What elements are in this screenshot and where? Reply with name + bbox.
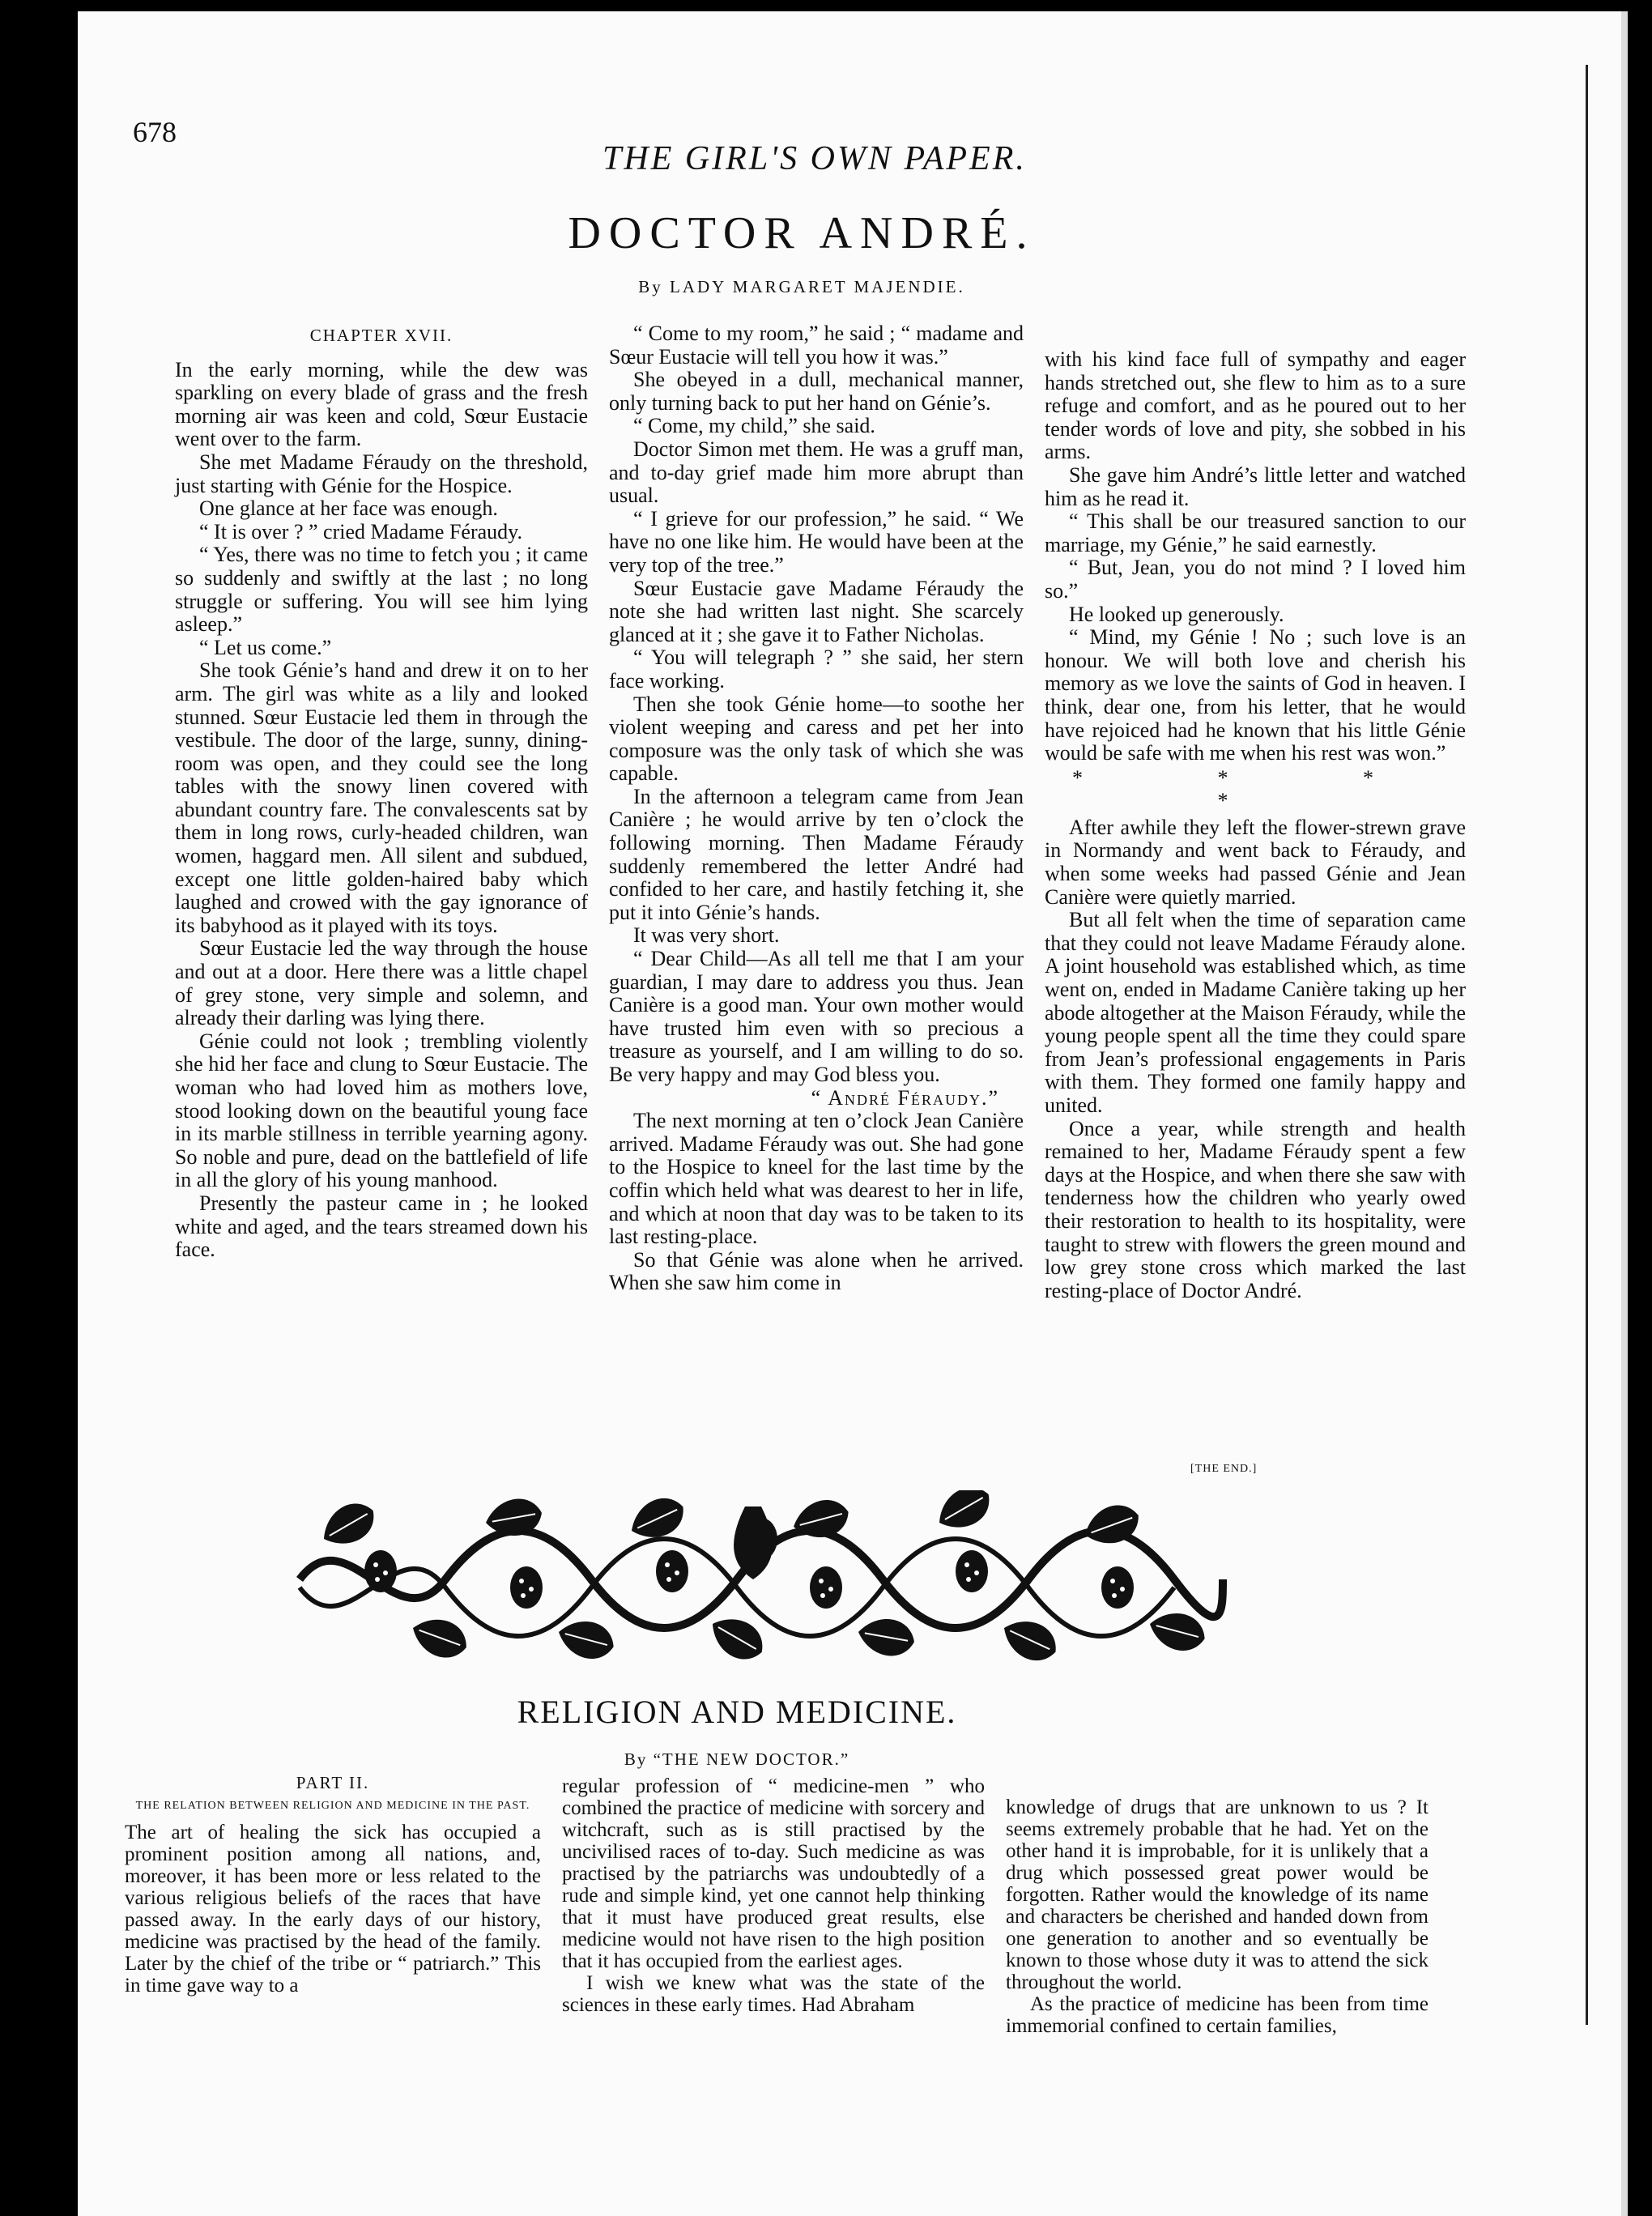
paragraph: I wish we knew what was the state of the sciences in these early times. Had Abraham	[562, 1972, 985, 2016]
paragraph: “ Yes, there was no time to fetch you ; it came so suddenly and swiftly at the last ; no long struggle or suffering. You will see him lying asleep.”	[175, 543, 588, 637]
paragraph: He looked up generously.	[1069, 602, 1284, 626]
paragraph: “ But, Jean, you do not mind ? I loved him so.”	[1045, 556, 1466, 603]
facing-page-edge	[1621, 11, 1628, 2216]
paragraph: One glance at her face was enough.	[199, 496, 498, 521]
paragraph: After awhile they left the flower-strewn grave in Normandy and went back to Féraudy, and when some weeks had passed Génie and Jean Canière were quietly married.	[1045, 815, 1466, 909]
paragraph: knowledge of drugs that are unknown to us ? It seems extremely probable that he had. Yet on the other hand it is improbable, for it is unlikely that a drug which possessed great power would be forgotten. Rather would the knowledge of its name and characters be cherished and handed down from one generation to another and so eventually be known to those whose duty it was to attend the sick throughout the world.	[1006, 1796, 1428, 1993]
paragraph: In the afternoon a telegram came from Jean Canière ; he would arrive by ten o’clock the following morning. Then Madame Féraudy suddenly remembered the letter André had confided to her care, and hastily fetching it, she put it into Génie’s hands.	[609, 784, 1024, 924]
paragraph: Presently the pasteur came in ; he looked white and aged, and the tears streamed down his face.	[175, 1191, 588, 1262]
paragraph: “ Come, my child,” she said.	[633, 414, 875, 438]
article1-column-2	[609, 322, 1024, 1295]
the-end-mark: [THE END.]	[1190, 1463, 1258, 1475]
paragraph: “ I grieve for our profession,” he said. “ We have no one like him. He would have been at the very top of the tree.”	[609, 506, 1024, 577]
chapter-heading: CHAPTER XVII.	[309, 326, 453, 345]
letter-text: “ Dear Child—As all tell me that I am your guardian, I may dare to address you thus. Jean Canière is a good man. Your own mother would have trusted him even with so precious a treasure as yourself, and I am willing to do so. Be very happy and may God bless you.	[609, 947, 1024, 1086]
floral-ornament-band	[292, 1490, 1231, 1665]
paragraph: “ Let us come.”	[199, 635, 332, 659]
paragraph: Once a year, while strength and health remained to her, Madame Féraudy spent a few days at the Hospice, and when there she saw with tenderness how the children who yearly owed their restoration to health to its hospitality, were taught to strew with flowers the green mound and low grey stone cross which marked the last resting-place of Doctor André.	[1045, 1116, 1466, 1302]
paragraph: Doctor Simon met them. He was a gruff man, and to-day grief made him more abrupt than usual.	[609, 437, 1024, 508]
article-byline: By LADY MARGARET MAJENDIE.	[638, 277, 965, 296]
letter-signature: “ André Féraudy.”	[811, 1085, 999, 1110]
article1-column-1	[175, 324, 588, 1262]
paragraph: “ You will telegraph ? ” she said, her stern face working.	[609, 646, 1024, 692]
paragraph: In the early morning, while the dew was sparkling on every blade of grass and the fresh morning air was keen and cold, Sœur Eustacie went over to the farm.	[175, 357, 588, 451]
part-heading: PART II.	[296, 1773, 370, 1792]
paragraph: The art of healing the sick has occupied a prominent position among all nations, and, moreover, it has been more or less related to the various religious beliefs of the races that have passed away. In the early days of our history, medicine was practised by the head of the family. Later by the chief of the tribe or “ patriarch.” This in time gave way to a	[125, 1822, 541, 1997]
paragraph: Sœur Eustacie gave Madame Féraudy the note she had written last night. She scarcely glanced at it ; she gave it to Father Nicholas.	[609, 576, 1024, 646]
paragraph: The next morning at ten o’clock Jean Canière arrived. Madame Féraudy was out. She had gone to the Hospice to kneel for the last time by the coffin which held what was dearest to her in life, and which at noon that day was to be taken to its last resting-place.	[609, 1109, 1024, 1249]
article-title: RELIGION AND MEDICINE.	[517, 1694, 957, 1730]
paragraph: As the practice of medicine has been from time immemorial confined to certain families,	[1006, 1993, 1428, 2037]
article2-column-2	[562, 1775, 985, 2016]
paragraph: Génie could not look ; trembling violently she hid her face and clung to Sœur Eustacie. The woman who had loved him as mothers love, stood looking down on the beautiful young face in its marble stillness in terrible yearning agony. So noble and pure, dead on the battlefield of life in all the glory of his young manhood.	[175, 1029, 588, 1192]
paragraph: So that Génie was alone when he arrived. When she saw him come in	[609, 1247, 1024, 1295]
paragraph: “ Come to my room,” he said ; “ madame and Sœur Eustacie will tell you how it was.”	[609, 322, 1024, 369]
article-title: DOCTOR ANDRÉ.	[568, 208, 1036, 258]
article2-column-3	[1006, 1796, 1428, 2037]
article1-column-3	[1045, 348, 1466, 1302]
paragraph: She gave him André’s little letter and watched him as he read it.	[1045, 462, 1466, 510]
page-number: 678	[133, 116, 177, 148]
paragraph: “ This shall be our treasured sanction to our marriage, my Génie,” he said earnestly.	[1045, 509, 1466, 556]
paragraph: She took Génie’s hand and drew it on to her arm. The girl was white as a lily and looked stunned. Sœur Eustacie led them in through the vestibule. The door of the large, sunny, dining-room was open, and they could see the long tables with the snowy linen covered with abundant country fare. The convalescents sat by them in long rows, curly-headed children, wan women, haggard men. All silent and subdued, except one little golden-haired baby which laughed and crowed with the gay ignorance of its babyhood as it played with its toys.	[175, 658, 588, 937]
paragraph: “ Mind, my Génie ! No ; such love is an honour. We will both love and cherish his memory as we love the saints of God in heaven. I think, dear one, from his letter, that he would have rejoiced had he known that his little Génie would be safe with me when his rest was won.”	[1045, 625, 1466, 765]
paragraph: She obeyed in a dull, mechanical manner, only turning back to put her hand on Génie’s.	[609, 368, 1024, 415]
paragraph: It was very short.	[633, 923, 780, 948]
article2-column-1	[125, 1772, 541, 1997]
paragraph: She met Madame Féraudy on the threshold, just starting with Génie for the Hospice.	[175, 450, 588, 497]
paragraph: But all felt when the time of separation came that they could not leave Madame Féraudy alone. A joint household was established which, as time went on, ended in Madame Canière taking up her abode altogether at the Maison Féraudy, while the young people spent all the time they could spare from Jean’s professional engagements in Paris with them. They formed one family happy and united.	[1045, 908, 1466, 1117]
paragraph: Then she took Génie home—to soothe her violent weeping and caress and pet her into composure was the only task of which she was capable.	[609, 692, 1024, 786]
paragraph: “ It is over ? ” cried Madame Féraudy.	[199, 519, 522, 543]
article-byline: By “THE NEW DOCTOR.”	[624, 1749, 850, 1769]
paragraph: Sœur Eustacie led the way through the house and out at a door. Here there was a little chapel of grey stone, very simple and solemn, and already their darling was lying there.	[175, 936, 588, 1030]
section-break-asterisks: * * * *	[1072, 765, 1438, 813]
part-subtitle: THE RELATION BETWEEN RELIGION AND MEDICINE IN THE PAST.	[135, 1800, 530, 1812]
running-head: THE GIRL'S OWN PAPER.	[602, 140, 1027, 177]
paragraph: with his kind face full of sympathy and eager hands stretched out, she flew to him as to a sure refuge and comfort, and as he poured out to her tender words of love and pity, she sobbed in his arms.	[1045, 347, 1466, 464]
paragraph: regular profession of “ medicine-men ” who combined the practice of medicine with sorcery and witchcraft, such as is still practised by the uncivilised races of to-day. Such medicine as was practised by the patriarchs was undoubtedly of a rude and simple kind, yet one cannot help thinking that it must have produced great results, else medicine would not have risen to the high position that it has occupied from the earliest ages.	[562, 1775, 985, 1972]
gutter-shadow	[1586, 65, 1588, 2025]
